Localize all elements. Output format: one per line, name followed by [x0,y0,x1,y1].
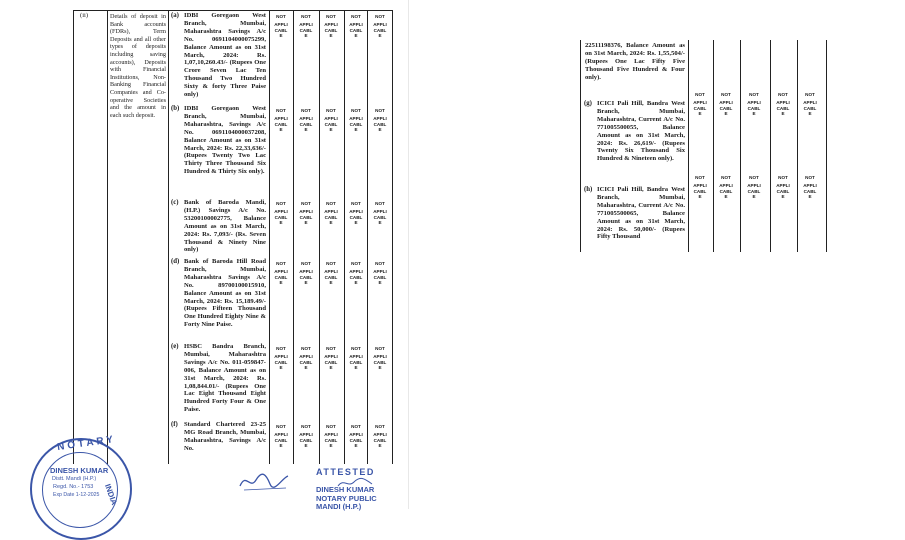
stamp-title: NOTARY [56,433,117,454]
not-applicable-label: NOT APPLI CABL E [803,92,817,117]
entry-text: IDBI Goregaon West Branch, Mumbai, Maharashtra Savings A/c No. 0691104000075299, Balance Amount as on 31st March, 2024: Rs. 1,07,10,260.43/- (Rupees One Crore Seven Lac Ten Thousand Two Hundred Sixty & forty Three Paise only) [184,12,266,99]
entry-text: Bank of Baroda Mandi, (H.P.) Savings A/c No. 53200100002775, Balance Amount as on 31st March, 2024: Rs. 7,093/- (Rs. Seven Thousand & Ninety Nine only) [184,199,266,254]
not-applicable-label: NOT APPLI CABL E [373,14,387,39]
entry-label: (e) [171,343,179,350]
table-col-divider [367,10,368,464]
table-col-divider [107,10,108,464]
not-applicable-label: NOT APPLI CABL E [349,424,363,449]
not-applicable-label: NOT APPLI CABL E [349,201,363,226]
table-col-divider [797,40,798,252]
not-applicable-label: NOT APPLI CABL E [299,14,313,39]
not-applicable-label: NOT APPLI CABL E [274,424,288,449]
entry-text: ICICI Pali Hill, Bandra West Branch, Mumbai, Maharashtra, Current A/c No. 771005500055, Balance Amount as on 31st March, 2024: Rs. 26,619/- (Rupees Twenty Six Thousand Six Hundred & Nineteen only). [597,100,685,163]
not-applicable-label: NOT APPLI CABL E [299,424,313,449]
not-applicable-label: NOT APPLI CABL E [274,201,288,226]
not-applicable-label: NOT APPLI CABL E [349,14,363,39]
table-col-divider [269,10,270,464]
not-applicable-label: NOT APPLI CABL E [274,346,288,371]
stamp-name: DINESH KUMAR [50,466,109,475]
not-applicable-label: NOT APPLI CABL E [719,92,733,117]
attested-label: ATTESTED [316,467,375,477]
not-applicable-label: NOT APPLI CABL E [274,261,288,286]
not-applicable-label: NOT APPLI CABL E [747,92,761,117]
stamp-bottom: INDIA [102,482,119,507]
not-applicable-label: NOT APPLI CABL E [299,108,313,133]
not-applicable-label: NOT APPLI CABL E [324,424,338,449]
attested-notary: DINESH KUMAR NOTARY PUBLIC MANDI (H.P.) [316,485,377,511]
table-col-divider [740,40,741,252]
row-number: (ii) [80,12,89,19]
table-col-divider [344,10,345,464]
entry-text: ICICI Pali Hill, Bandra West Branch, Mumbai, Maharashtra, Current A/c No. 771005500065, Balance Amount as on 31st March, 2024: Rs. 50,000/- (Rupees Fifty Thousand [597,186,685,241]
table-border-left [73,10,74,464]
not-applicable-label: NOT APPLI CABL E [803,175,817,200]
table-col-divider [770,40,771,252]
entry-label: (c) [171,199,179,206]
table-col-divider [293,10,294,464]
not-applicable-label: NOT APPLI CABL E [274,108,288,133]
table-border-top [73,10,393,11]
not-applicable-label: NOT APPLI CABL E [299,261,313,286]
entry-label: (a) [171,12,179,19]
not-applicable-label: NOT APPLI CABL E [693,92,707,117]
not-applicable-label: NOT APPLI CABL E [776,175,790,200]
not-applicable-label: NOT APPLI CABL E [373,261,387,286]
table-col-divider [168,10,169,464]
signature-scribble [236,468,292,494]
not-applicable-label: NOT APPLI CABL E [324,346,338,371]
entry-label: (d) [171,258,180,265]
entry-label: (h) [584,186,593,193]
continued-entry-text: 22511198376, Balance Amount as on 31st March, 2024: Rs. 1,55,504/- (Rupees One Lac Fifty Five Thousand Five Hundred & Four only). [585,42,685,81]
not-applicable-label: NOT APPLI CABL E [324,14,338,39]
not-applicable-label: NOT APPLI CABL E [324,201,338,226]
stamp-exp: Exp Date 1-12-2025 [53,492,100,498]
not-applicable-label: NOT APPLI CABL E [299,201,313,226]
not-applicable-label: NOT APPLI CABL E [299,346,313,371]
not-applicable-label: NOT APPLI CABL E [349,346,363,371]
entry-text: Bank of Baroda Hill Road Branch, Mumbai, Maharashtra Savings A/c No. 89700100015910, Balance Amount as on 31st March, 2024: Rs. 15,189.49/- (Rupees Fifteen Thousand One Hundred Eighty Nine & Forty Nine Paise. [184,258,266,329]
table-col-divider [688,40,689,252]
not-applicable-label: NOT APPLI CABL E [776,92,790,117]
table-col-divider [580,40,581,252]
table-border-right [392,10,393,464]
entry-text: IDBI Goregaon West Branch, Mumbai, Maharashtra, Savings A/c No. 0691104000037208, Balance Amount as on 31st March, 2024: Rs. 22,33,636/- (Rupees Twenty Two Lac Thirty Three Thousand Six Hundred & Thirty Six only). [184,105,266,176]
entry-label: (b) [171,105,180,112]
entry-label: (f) [171,421,178,428]
not-applicable-label: NOT APPLI CABL E [373,108,387,133]
not-applicable-label: NOT APPLI CABL E [349,261,363,286]
not-applicable-label: NOT APPLI CABL E [693,175,707,200]
not-applicable-label: NOT APPLI CABL E [373,201,387,226]
row-description: Details of deposit in Bank accounts (FDRs), Term Deposits and all other types of deposits including saving accounts), Deposits with Financial Institutions, Non-Banking Financial Companies and Co-operative Societies and the amount in each such deposit. [110,13,166,119]
not-applicable-label: NOT APPLI CABL E [747,175,761,200]
not-applicable-label: NOT APPLI CABL E [324,261,338,286]
entry-label: (g) [584,100,592,107]
not-applicable-label: NOT APPLI CABL E [719,175,733,200]
table-col-divider [319,10,320,464]
not-applicable-label: NOT APPLI CABL E [373,424,387,449]
not-applicable-label: NOT APPLI CABL E [324,108,338,133]
entry-text: HSBC Bandra Branch, Mumbai, Maharashtra Savings A/c No. 011-059847-006, Balance Amount as on 31st March, 2024: Rs. 1,08,844.01/- (Rupees One Lac Eight Thousand Eight Hundred Forty Four & One Paise. [184,343,266,414]
not-applicable-label: NOT APPLI CABL E [349,108,363,133]
table-border-right [826,40,827,252]
table-col-divider [713,40,714,252]
not-applicable-label: NOT APPLI CABL E [274,14,288,39]
entry-text: Standard Chartered 23-25 MG Road Branch, Mumbai, Maharashtra, Savings A/c No. [184,421,266,452]
stamp-place: Distt. Mandi (H.P.) [52,476,97,482]
not-applicable-label: NOT APPLI CABL E [373,346,387,371]
stamp-regd: Regd. No.- 1753 [53,484,94,490]
